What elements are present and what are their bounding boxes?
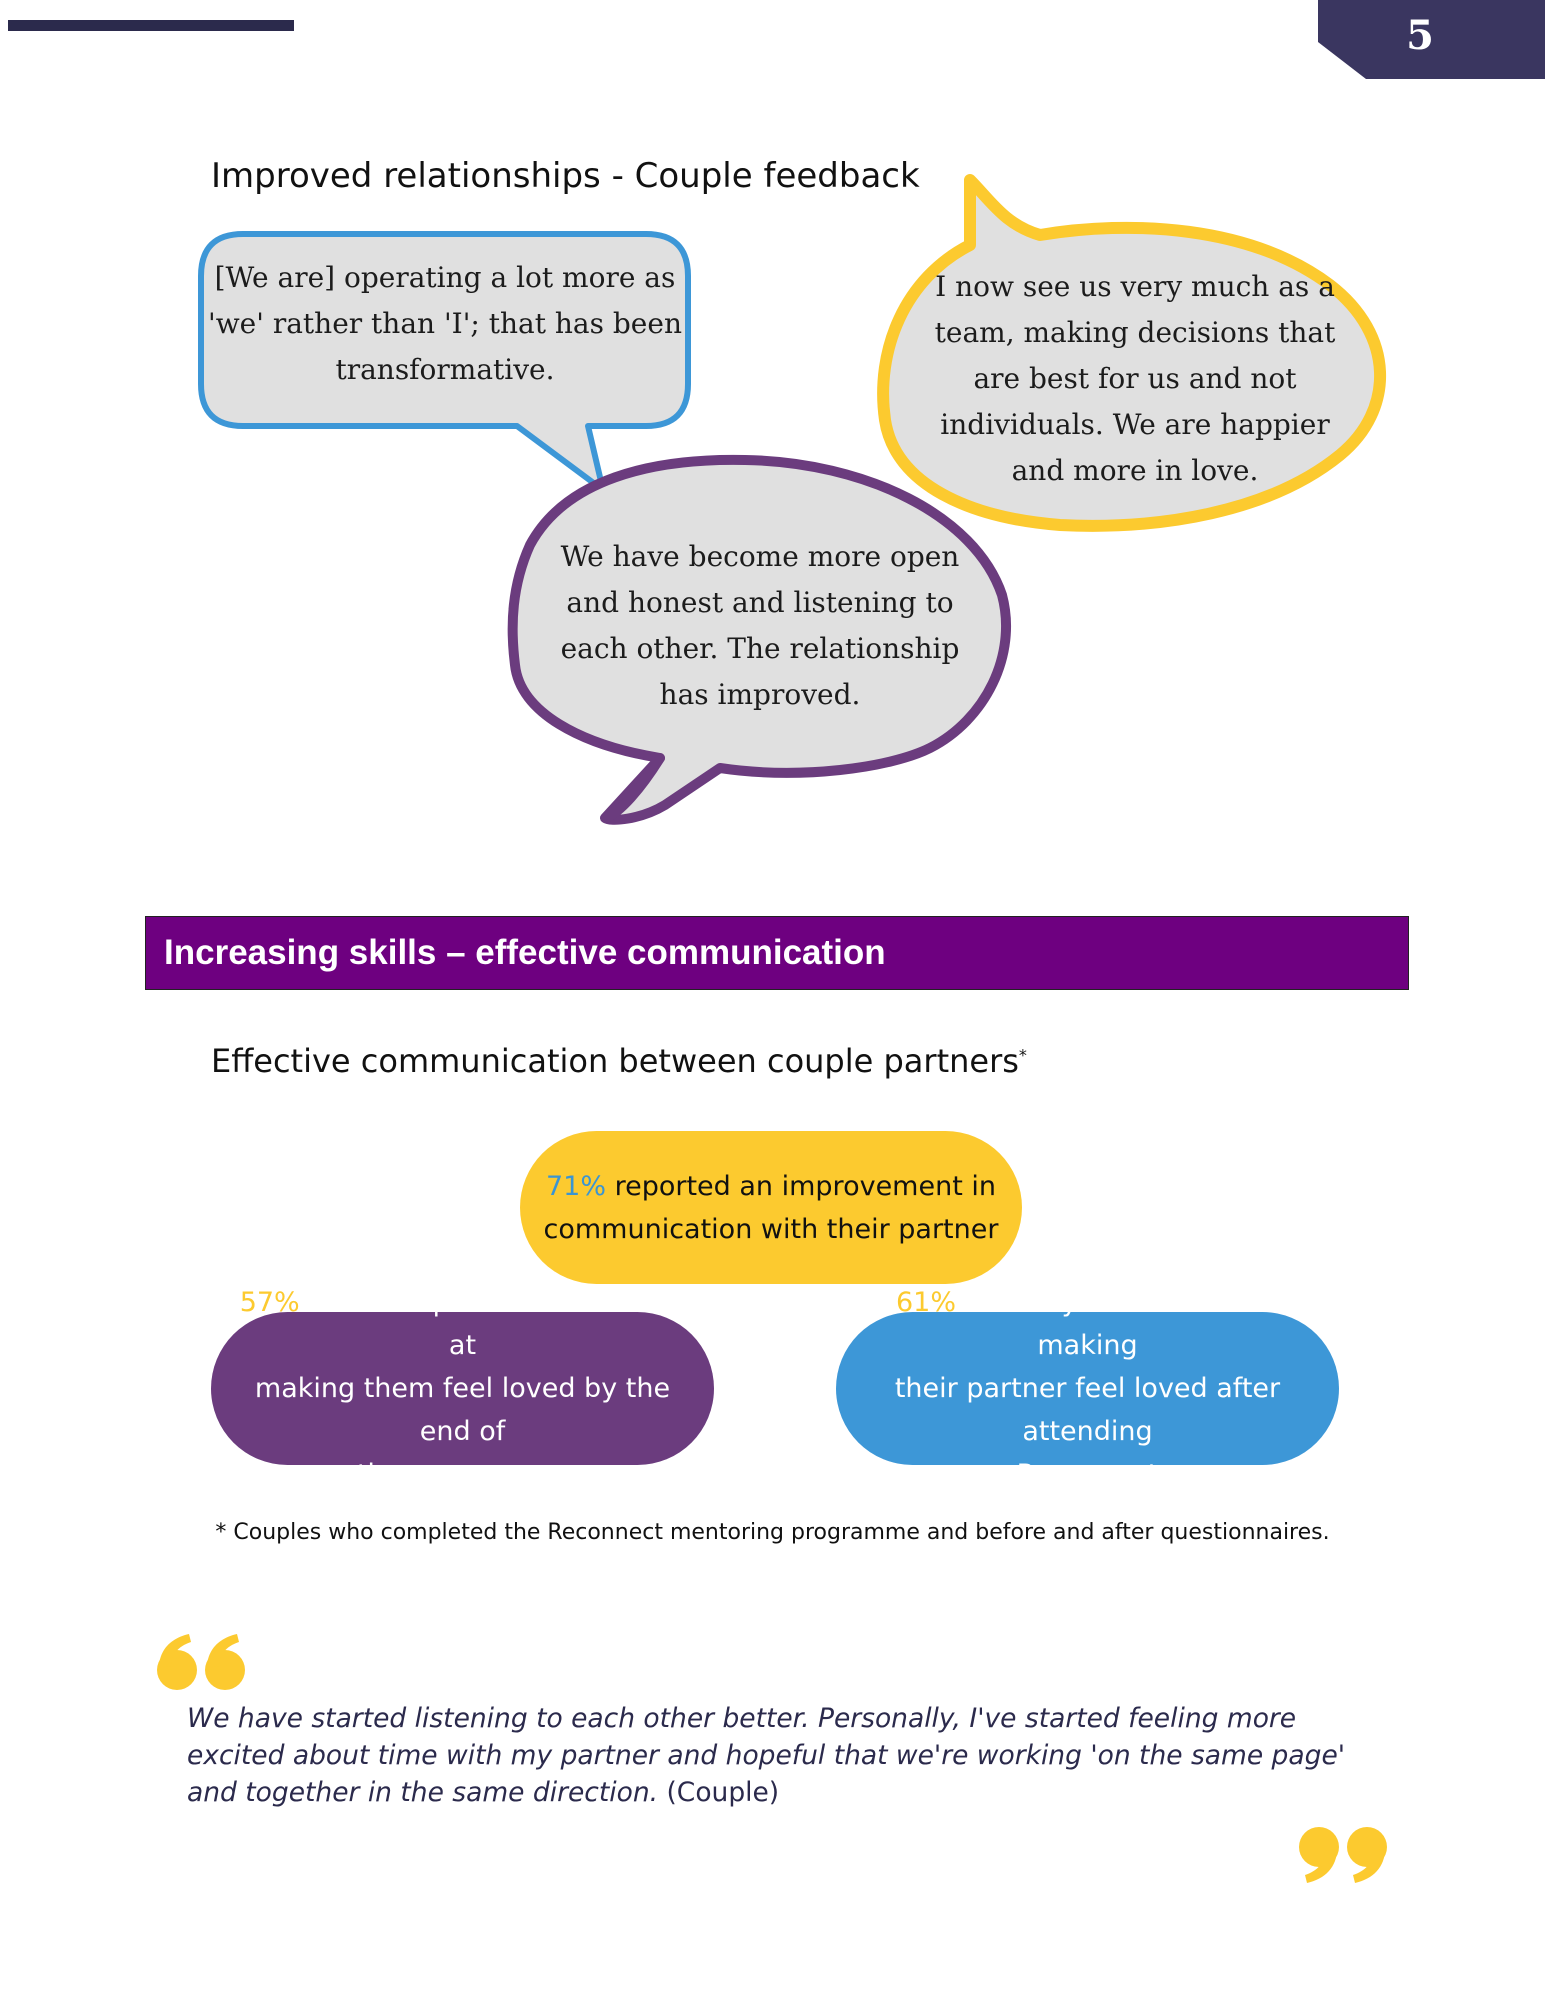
footnote: * Couples who completed the Reconnect mentoring programme and before and after questionnaires. [215, 1520, 1330, 1545]
page-number: 5 [1406, 12, 1434, 59]
testimonial-attribution: (Couple) [658, 1777, 780, 1808]
yellow-bubble-line-1: I now see us very much as a [935, 270, 1335, 303]
testimonial-quote-text: We have started listening to each other better. Personally, I've started feeling more excited about time with my partner and hopeful that we're working 'on the same page' and together in the same direction. [187, 1703, 1346, 1808]
stat-pill-71 [520, 1131, 1022, 1284]
testimonial-quote [187, 1700, 1367, 1811]
feedback-heading: Improved relationships - Couple feedback [211, 156, 920, 196]
blue-bubble-text [205, 255, 685, 393]
stat-71-line-2: communication with their partner [543, 1213, 999, 1245]
yellow-bubble-line-2: team, making decisions that [934, 316, 1336, 349]
communication-subheading [211, 1042, 1027, 1080]
yellow-bubble-line-3: are best for us and not [973, 362, 1297, 395]
blue-bubble-line-2: 'we' rather than 'I'; that has been [208, 307, 682, 340]
blue-bubble-line-3: transformative. [335, 353, 555, 386]
stat-61-line-1: felt they were better at making [956, 1287, 1279, 1361]
yellow-bubble-line-4: individuals. We are happier [940, 408, 1330, 441]
stat-57-line-1: felt their partner was better at [299, 1287, 686, 1361]
yellow-bubble-text [900, 264, 1370, 494]
purple-bubble-line-2: and honest and listening to [566, 586, 954, 619]
open-quote-icon [155, 1632, 250, 1692]
stat-71-line-1: reported an improvement in [606, 1170, 996, 1202]
purple-bubble-line-4: has improved. [659, 678, 861, 711]
stat-57-line-3: the programme [356, 1459, 569, 1490]
footnote-marker: * [1018, 1045, 1027, 1065]
stat-61-line-2: their partner feel loved after attending [894, 1373, 1281, 1447]
yellow-bubble-line-5: and more in love. [1011, 454, 1259, 487]
purple-bubble-text [535, 534, 985, 718]
stat-pill-61 [836, 1287, 1339, 1490]
communication-subheading-text: Effective communication between couple partners [211, 1042, 1019, 1080]
stat-pill-57 [211, 1287, 714, 1490]
close-quote-icon [1295, 1825, 1390, 1885]
purple-bubble-line-3: each other. The relationship [560, 632, 960, 665]
section-banner [145, 916, 1409, 990]
purple-bubble-line-1: We have become more open [560, 540, 960, 573]
stat-61-percent: 61% [895, 1287, 956, 1318]
section-banner-title: Increasing skills – effective communication [164, 933, 886, 972]
stat-57-line-2: making them feel loved by the end of [254, 1373, 671, 1447]
stat-57-percent: 57% [239, 1287, 300, 1318]
stat-61-line-3: Reconnect [1016, 1459, 1159, 1490]
stat-71-percent: 71% [545, 1170, 606, 1202]
blue-bubble-line-1: [We are] operating a lot more as [214, 261, 676, 294]
